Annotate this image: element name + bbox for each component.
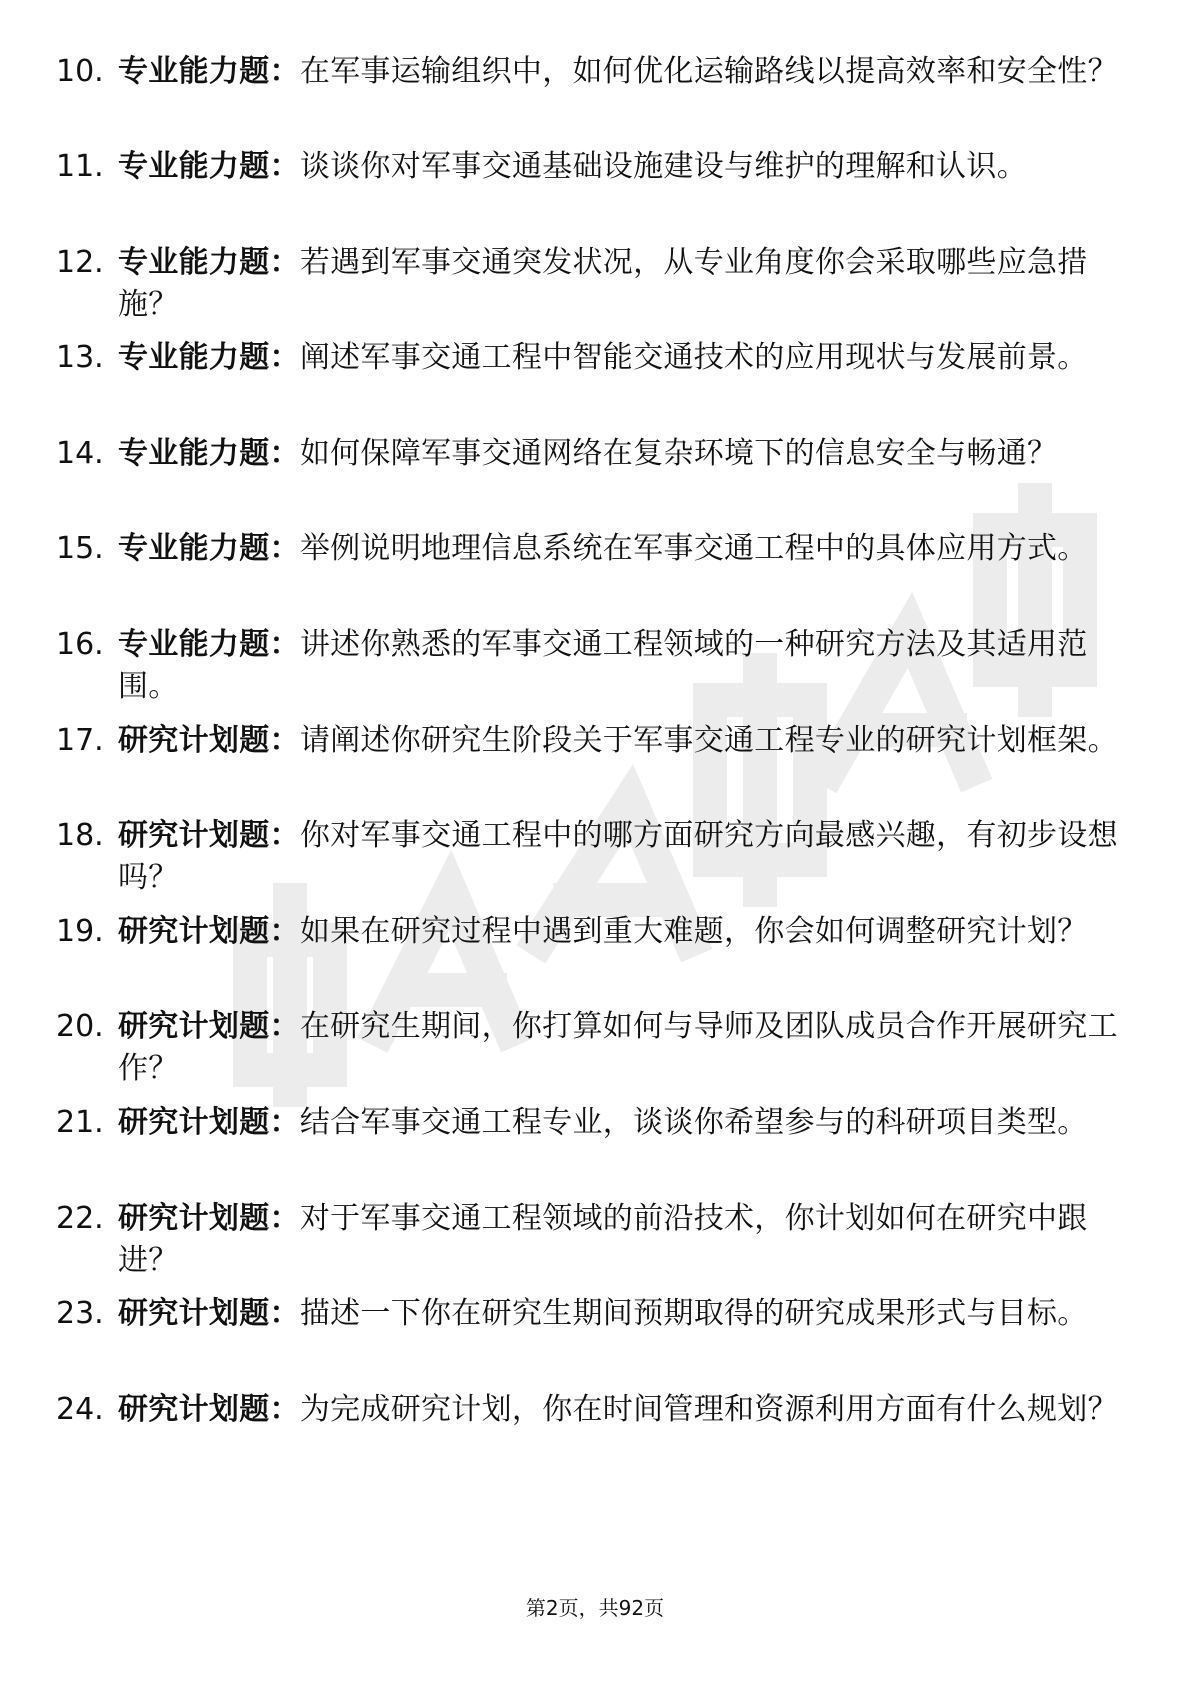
item-number: 21. (56, 1105, 104, 1140)
item-question: 如果在研究过程中遇到重大难题，你会如何调整研究计划？ (299, 914, 1088, 949)
item-question: 为完成研究计划，你在时间管理和资源利用方面有什么规划？ (299, 1392, 1118, 1427)
item-number: 16. (56, 627, 104, 662)
item-category: 专业能力题： (118, 436, 300, 471)
item-question: 对于军事交通工程领域的前沿技术，你计划如何在研究中跟进？ (118, 1201, 1088, 1278)
item-number: 11. (56, 149, 104, 184)
item-category: 研究计划题： (118, 1392, 300, 1427)
item-question: 在研究生期间，你打算如何与导师及团队成员合作开展研究工作？ (118, 1009, 1118, 1086)
item-question: 在军事运输组织中，如何优化运输路线以提高效率和安全性？ (299, 54, 1118, 89)
item-text (118, 1006, 1123, 1090)
question-item-10 (56, 51, 1136, 141)
item-text (118, 815, 1123, 899)
question-item-20 (56, 1006, 1136, 1096)
item-category: 专业能力题： (118, 245, 300, 280)
item-question: 请阐述你研究生阶段关于军事交通工程专业的研究计划框架。 (299, 723, 1118, 758)
item-number: 12. (56, 245, 104, 280)
item-number: 19. (56, 914, 104, 949)
item-category: 研究计划题： (118, 818, 300, 853)
item-category: 专业能力题： (118, 340, 300, 375)
item-text (118, 51, 1123, 93)
item-number: 17. (56, 723, 104, 758)
item-text (118, 911, 1123, 953)
question-item-15 (56, 528, 1136, 618)
item-number: 14. (56, 436, 104, 471)
question-item-13 (56, 337, 1136, 427)
question-item-23 (56, 1293, 1136, 1383)
question-item-17 (56, 720, 1136, 810)
question-item-14 (56, 433, 1136, 523)
item-category: 专业能力题： (118, 149, 300, 184)
item-question: 若遇到军事交通突发状况，从专业角度你会采取哪些应急措施？ (118, 245, 1088, 322)
item-text (118, 337, 1123, 379)
item-question: 讲述你熟悉的军事交通工程领域的一种研究方法及其适用范围。 (118, 627, 1088, 704)
item-number: 13. (56, 340, 104, 375)
item-text (118, 1389, 1123, 1431)
item-category: 研究计划题： (118, 1105, 300, 1140)
item-category: 研究计划题： (118, 1296, 300, 1331)
item-question: 结合军事交通工程专业，谈谈你希望参与的科研项目类型。 (299, 1105, 1088, 1140)
item-text (118, 146, 1123, 188)
question-item-21 (56, 1102, 1136, 1192)
item-question: 你对军事交通工程中的哪方面研究方向最感兴趣，有初步设想吗？ (118, 818, 1118, 895)
item-number: 15. (56, 531, 104, 566)
item-number: 24. (56, 1392, 104, 1427)
item-text (118, 720, 1123, 762)
item-question: 举例说明地理信息系统在军事交通工程中的具体应用方式。 (299, 531, 1088, 566)
question-item-11 (56, 146, 1136, 236)
question-item-24 (56, 1389, 1136, 1479)
question-item-12 (56, 242, 1136, 332)
item-text (118, 242, 1123, 326)
item-number: 20. (56, 1009, 104, 1044)
question-item-16 (56, 624, 1136, 714)
item-number: 22. (56, 1201, 104, 1236)
item-text (118, 1102, 1123, 1144)
item-question: 描述一下你在研究生期间预期取得的研究成果形式与目标。 (299, 1296, 1088, 1331)
item-question: 阐述军事交通工程中智能交通技术的应用现状与发展前景。 (299, 340, 1088, 375)
item-number: 23. (56, 1296, 104, 1331)
page-footer: 第2页，共92页 (525, 1596, 665, 1620)
item-text (118, 433, 1123, 475)
item-number: 18. (56, 818, 104, 853)
item-category: 研究计划题： (118, 914, 300, 949)
item-category: 研究计划题： (118, 723, 300, 758)
item-text (118, 1293, 1123, 1335)
item-category: 专业能力题： (118, 531, 300, 566)
item-text (118, 528, 1123, 570)
item-category: 研究计划题： (118, 1201, 300, 1236)
item-question: 如何保障军事交通网络在复杂环境下的信息安全与畅通？ (299, 436, 1058, 471)
question-item-19 (56, 911, 1136, 1001)
question-item-18 (56, 815, 1136, 905)
item-text (118, 1198, 1123, 1282)
item-category: 专业能力题： (118, 627, 300, 662)
item-number: 10. (56, 54, 104, 89)
item-category: 研究计划题： (118, 1009, 300, 1044)
item-text (118, 624, 1123, 708)
question-item-22 (56, 1198, 1136, 1288)
item-category: 专业能力题： (118, 54, 300, 89)
item-question: 谈谈你对军事交通基础设施建设与维护的理解和认识。 (299, 149, 1028, 184)
